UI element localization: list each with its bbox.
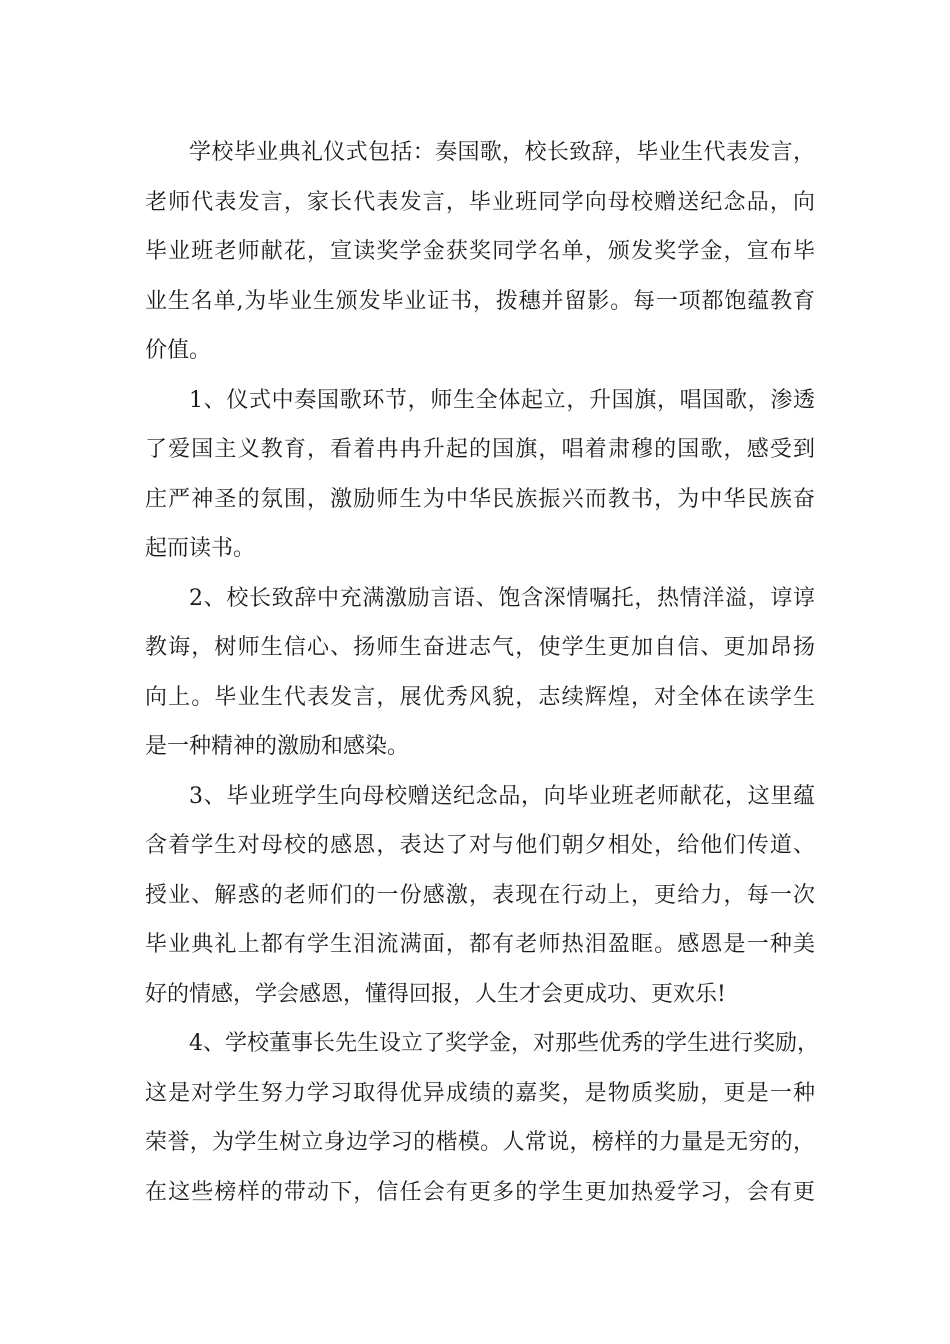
text-line: 在这些榜样的带动下，信任会有更多的学生更加热爱学习，会有更	[145, 1179, 815, 1205]
paragraph-2	[145, 574, 815, 772]
text-line: 了爱国主义教育，看着冉冉升起的国旗，唱着肃穆的国歌，感受到	[145, 437, 815, 462]
text-line: 向上。毕业生代表发言，展优秀风貌，志续辉煌，对全体在读学生	[145, 684, 815, 710]
text-line: 授业、解惑的老师们的一份感激，表现在行动上，更给力，每一次	[145, 882, 815, 908]
text-line: 业生名单,为毕业生颁发毕业证书，拨穗并留影。每一项都饱蕴教育	[145, 288, 815, 314]
text-line: 荣誉，为学生树立身边学习的楷模。人常说，榜样的力量是无穷的，	[145, 1130, 815, 1155]
text-line: 含着学生对母校的感恩，表达了对与他们朝夕相处，给他们传道、	[145, 833, 815, 858]
text-line: 毕业典礼上都有学生泪流满面，都有老师热泪盈眶。感恩是一种美	[145, 932, 815, 957]
paragraph-1	[145, 376, 815, 574]
text-line: 这是对学生努力学习取得优异成绩的嘉奖，是物质奖励，更是一种	[145, 1080, 815, 1106]
paragraph-intro	[145, 128, 815, 376]
text-line: 3、毕业班学生向母校赠送纪念品，向毕业班老师献花，这里蕴	[189, 783, 815, 809]
paragraph-4	[145, 1019, 819, 1217]
text-line: 学校毕业典礼仪式包括：奏国歌，校长致辞，毕业生代表发言，	[189, 140, 815, 165]
text-line: 庄严神圣的氛围，激励师生为中华民族振兴而教书，为中华民族奋	[145, 486, 815, 512]
document-body	[145, 128, 819, 1217]
text-line: 起而读书。	[145, 536, 256, 561]
text-line: 教诲，树师生信心、扬师生奋进志气，使学生更加自信、更加昂扬	[145, 635, 815, 660]
text-line: 价值。	[145, 338, 212, 363]
text-line: 毕业班老师献花，宣读奖学金获奖同学名单，颁发奖学金，宣布毕	[145, 239, 815, 264]
text-line: 4、学校董事长先生设立了奖学金，对那些优秀的学生进行奖励，	[189, 1031, 819, 1056]
paragraph-3	[145, 772, 815, 1020]
text-line: 1、仪式中奏国歌环节，师生全体起立，升国旗，唱国歌，渗透	[189, 387, 815, 413]
text-line: 老师代表发言，家长代表发言，毕业班同学向母校赠送纪念品，向	[145, 189, 815, 215]
text-line: 2、校长致辞中充满激励言语、饱含深情嘱托，热情洋溢，谆谆	[189, 585, 815, 611]
text-line: 好的情感，学会感恩，懂得回报，人生才会更成功、更欢乐!	[145, 981, 726, 1007]
text-line: 是一种精神的激励和感染。	[145, 734, 410, 759]
